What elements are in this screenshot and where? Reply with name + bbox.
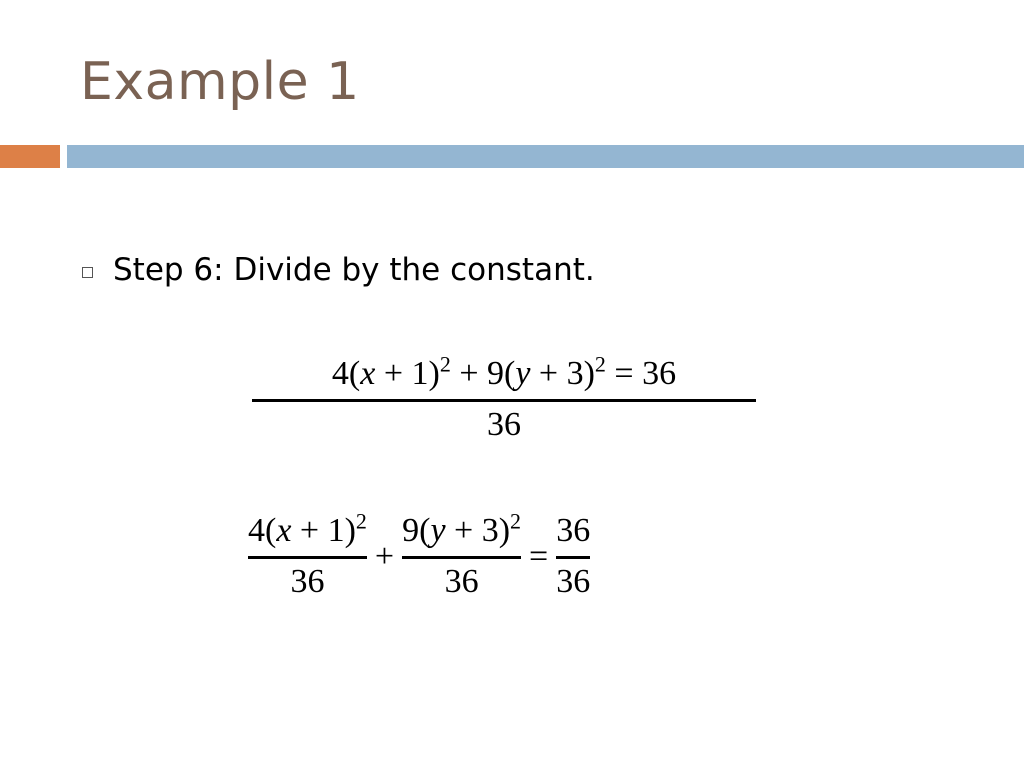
plus-sign: + — [374, 537, 395, 575]
accent-bar-blue — [67, 145, 1024, 168]
bullet-text: Step 6: Divide by the constant. — [113, 252, 595, 288]
equation-2-term-3: $\frac{36}{36}$ — [556, 512, 591, 600]
equals-sign: = — [529, 537, 549, 575]
equation-1-denominator: 36 — [487, 406, 521, 443]
equation-2-term-1: $\frac{4(x + 1)^2}{36}$ — [248, 508, 367, 600]
accent-bar-orange — [0, 145, 60, 168]
equation-2-term-2: $\frac{9(y + 3)^2}{36}$ — [402, 508, 522, 600]
equation-1-numerator: $4(x + 1)^2 + 9(y + 3)^2 = 36$ — [331, 351, 677, 392]
slide-title: Example 1 — [80, 52, 360, 112]
equation-2 — [248, 508, 591, 601]
square-bullet-icon — [82, 267, 93, 278]
equation-1-fraction — [252, 351, 756, 444]
bullet-item — [82, 252, 595, 288]
